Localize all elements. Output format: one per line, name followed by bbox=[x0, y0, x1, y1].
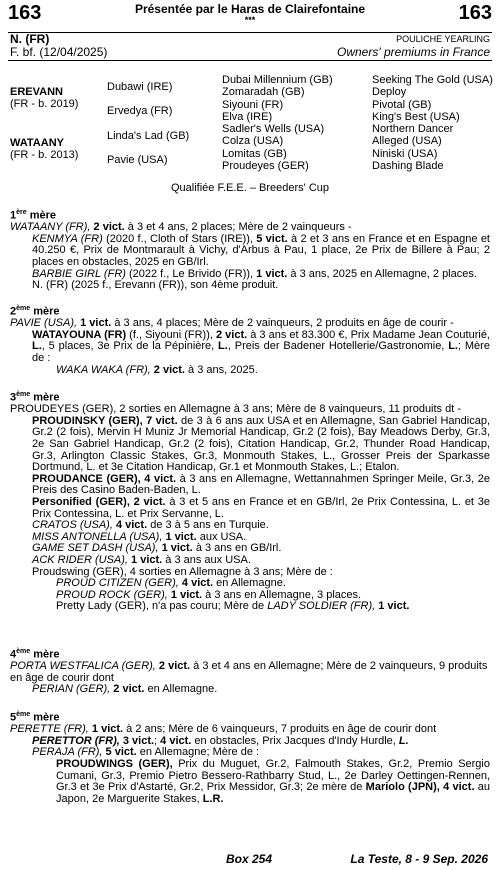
produce-line: WATAYOUNA (FR) (f., Siyouni (FR)), 2 vict. à 3 ans et 83.300 €, Prix Madame Jean Couturié, L., 5 places, 3e Prix de la Pépinière, L., Preis der Badener Hotellerie/Gastronomie, L.; Mère de : bbox=[32, 328, 490, 365]
g3-4: Elva (IRE) bbox=[222, 111, 273, 123]
consignor-title: Présentée par le Haras de Clairefontaine bbox=[134, 2, 366, 16]
g3-8: Proudeyes (GER) bbox=[222, 160, 309, 172]
dam-line: PERETTE (FR), 1 vict. à 2 ans; Mère de 6 vainqueurs, 7 produits en âge de courir dont bbox=[10, 723, 437, 736]
owners-premiums-note: Owners' premiums in France bbox=[337, 45, 490, 59]
produce-line: PERAJA (FR), 5 vict. en Allemagne; Mère de : bbox=[32, 746, 260, 759]
produce-line: BARBIE GIRL (FR) (2022 f., Le Brivido (FR)), 1 vict. à 3 ans, 2025 en Allemagne, 2 places. bbox=[32, 267, 477, 280]
qualification-line: Qualifiée F.E.E. – Breeders' Cup bbox=[170, 182, 329, 194]
produce-line: PERIAN (GER), 2 vict. en Allemagne. bbox=[32, 683, 218, 696]
section-heading: 5ème mère bbox=[10, 711, 60, 724]
produce-line: GAME SET DASH (USA), 1 vict. à 3 ans en GB/Irl. bbox=[32, 542, 282, 555]
dam-name: WATAANY bbox=[10, 137, 64, 149]
horse-category: POULICHE YEARLING bbox=[396, 34, 490, 44]
g4-1: Seeking The Gold (USA) bbox=[372, 74, 493, 86]
g3-5: Sadler's Wells (USA) bbox=[222, 123, 325, 135]
pedigree-rule bbox=[8, 60, 492, 61]
section-fourth-dam bbox=[10, 646, 490, 696]
section-heading: 4ème mère bbox=[10, 648, 60, 661]
footer-box: Box 254 bbox=[226, 852, 273, 866]
produce-line: PROUD CITIZEN (GER), 4 vict. en Allemagne. bbox=[56, 577, 286, 590]
g4-7: Niniski (USA) bbox=[372, 148, 438, 160]
produce-line: Proudswing (GER), 4 sorties en Allemagne à 3 ans; Mère de : bbox=[32, 565, 333, 578]
g3-6: Colza (USA) bbox=[222, 135, 284, 147]
produce-line: PROUD ROCK (GER), 1 vict. à 3 ans en Allemagne, 3 places. bbox=[56, 588, 362, 601]
g4-4: King's Best (USA) bbox=[372, 111, 460, 123]
sire-info: (FR - b. 2019) bbox=[10, 98, 79, 110]
lot-number-right: 163 bbox=[458, 2, 492, 24]
dam-line: WATAANY (FR), 2 vict. à 3 et 4 ans, 2 places; Mère de 2 vainqueurs - bbox=[10, 221, 352, 234]
g4-3: Pivotal (GB) bbox=[372, 99, 432, 111]
dam-line: PROUDEYES (GER), 2 sorties en Allemagne à 3 ans; Mère de 8 vainqueurs, 11 produits dt - bbox=[10, 403, 462, 416]
section-first-dam bbox=[10, 207, 490, 292]
g4-6: Alleged (USA) bbox=[372, 135, 442, 147]
section-fifth-dam bbox=[10, 709, 490, 805]
g2-2: Ervedya (FR) bbox=[107, 105, 173, 117]
g3-7: Lomitas (GB) bbox=[222, 148, 287, 160]
lot-number-left: 163 bbox=[8, 2, 42, 24]
g3-1: Dubai Millennium (GB) bbox=[222, 74, 333, 86]
section-heading: 3ème mère bbox=[10, 391, 60, 404]
dam-info: (FR - b. 2013) bbox=[10, 149, 79, 161]
g4-2: Deploy bbox=[372, 86, 407, 98]
dam-line: PORTA WESTFALICA (GER), 2 vict. à 3 et 4 ans en Allemagne; Mère de 2 vainqueurs, 9 produits en âge de courir dont bbox=[10, 660, 488, 684]
g2-4: Pavie (USA) bbox=[107, 154, 168, 166]
section-second-dam bbox=[10, 303, 490, 376]
produce-line: CRATOS (USA), 4 vict. de 3 à 5 ans en Turquie. bbox=[32, 519, 269, 532]
produce-line: PROUDWINGS (GER), Prix du Muguet, Gr.2, Falmouth Stakes, Gr.2, Premio Sergio Cumani, Gr.3, Premio Pietro Bessero-Rathbarry Stud, L., 2e Darley Oettingen-Rennen, Gr.3 et 3e Prix d'Astarté, Gr.2, Prix Messidor, Gr.3; 2e mère de Mariolo (JPN), 4 vict. au Japon, 2e Marguerite Stakes, L.R. bbox=[56, 758, 491, 805]
header-rule bbox=[8, 32, 492, 33]
produce-line: PROUDINSKY (GER), 7 vict. de 3 à 6 ans aux USA et en Allemagne, San Gabriel Handicap, Gr.2 (2 fois), Mervin H Muniz Jr Memorial Handicap, Gr.2 (2 fois), Bay Meadows Derby, Gr.3, 2e San Gabriel Handicap, Gr.2 (2 fois), Citation Handicap, Gr.2, Thunder Road Handicap, Gr.3, Arlington Classic Stakes, Gr.3, Monmouth Stakes, L., Grosser Preis der Sparkasse Dortmund, L. et 3e Citation Handicap, Gr.1 et Monmouth Stakes, L.; Etalon. bbox=[32, 414, 491, 474]
sire-name: EREVANN bbox=[10, 86, 63, 98]
g2-3: Linda's Lad (GB) bbox=[107, 130, 190, 142]
g2-1: Dubawi (IRE) bbox=[107, 81, 173, 93]
section-third-dam bbox=[10, 389, 490, 613]
horse-sex-dob: F. bf. (12/04/2025) bbox=[10, 45, 108, 59]
section-heading: 1ère mère bbox=[10, 209, 56, 222]
dam-line: PAVIE (USA), 1 vict. à 3 ans, 4 places; Mère de 2 vainqueurs, 2 produits en âge de courir - bbox=[10, 317, 454, 330]
section-heading: 2ème mère bbox=[10, 305, 60, 318]
produce-line: Pretty Lady (GER), n'a pas couru; Mère de LADY SOLDIER (FR), 1 vict. bbox=[56, 600, 410, 613]
produce-line: MISS ANTONELLA (USA), 1 vict. aux USA. bbox=[32, 530, 247, 543]
consignor-stars: *** bbox=[244, 15, 256, 25]
produce-line: ACK RIDER (USA), 1 vict. à 3 ans aux USA. bbox=[32, 553, 251, 566]
footer-sale: La Teste, 8 - 9 Sep. 2026 bbox=[350, 852, 488, 866]
horse-name: N. (FR) bbox=[10, 32, 50, 46]
g3-3: Siyouni (FR) bbox=[222, 99, 284, 111]
produce-line: Personified (GER), 2 vict. à 3 et 5 ans en France et en GB/Irl, 2e Prix Contessina, L. et 3e Prix Contessina, L. et Prix Servanne, L. bbox=[32, 496, 490, 520]
produce-line: N. (FR) (2025 f., Erevann (FR)), son 4ème produit. bbox=[32, 279, 279, 292]
g3-2: Zomaradah (GB) bbox=[222, 86, 305, 98]
produce-line: PERETTOR (FR), 3 vict.; 4 vict. en obstacles, Prix Jacques d'Indy Hurdle, L. bbox=[32, 734, 409, 747]
g4-5: Northern Dancer bbox=[372, 123, 454, 135]
produce-line: WAKA WAKA (FR), 2 vict. à 3 ans, 2025. bbox=[56, 363, 258, 376]
g4-8: Dashing Blade bbox=[372, 160, 444, 172]
produce-line: PROUDANCE (GER), 4 vict. à 3 ans en Allemagne, Wettannahmen Springer Meile, Gr.3, 2e Preis des Casino Baden-Baden, L. bbox=[32, 472, 491, 497]
produce-line: KENMYA (FR) (2020 f., Cloth of Stars (IRE)), 5 vict. à 2 et 3 ans en France et en Espagne et 40.250 €, Prix de Montmarault à Vichy, d'Arbus à Pau, 1 place, 2e Prix de Billere à Pau; 2 places en obstacles, 2025 en GB/Irl. bbox=[32, 232, 490, 269]
